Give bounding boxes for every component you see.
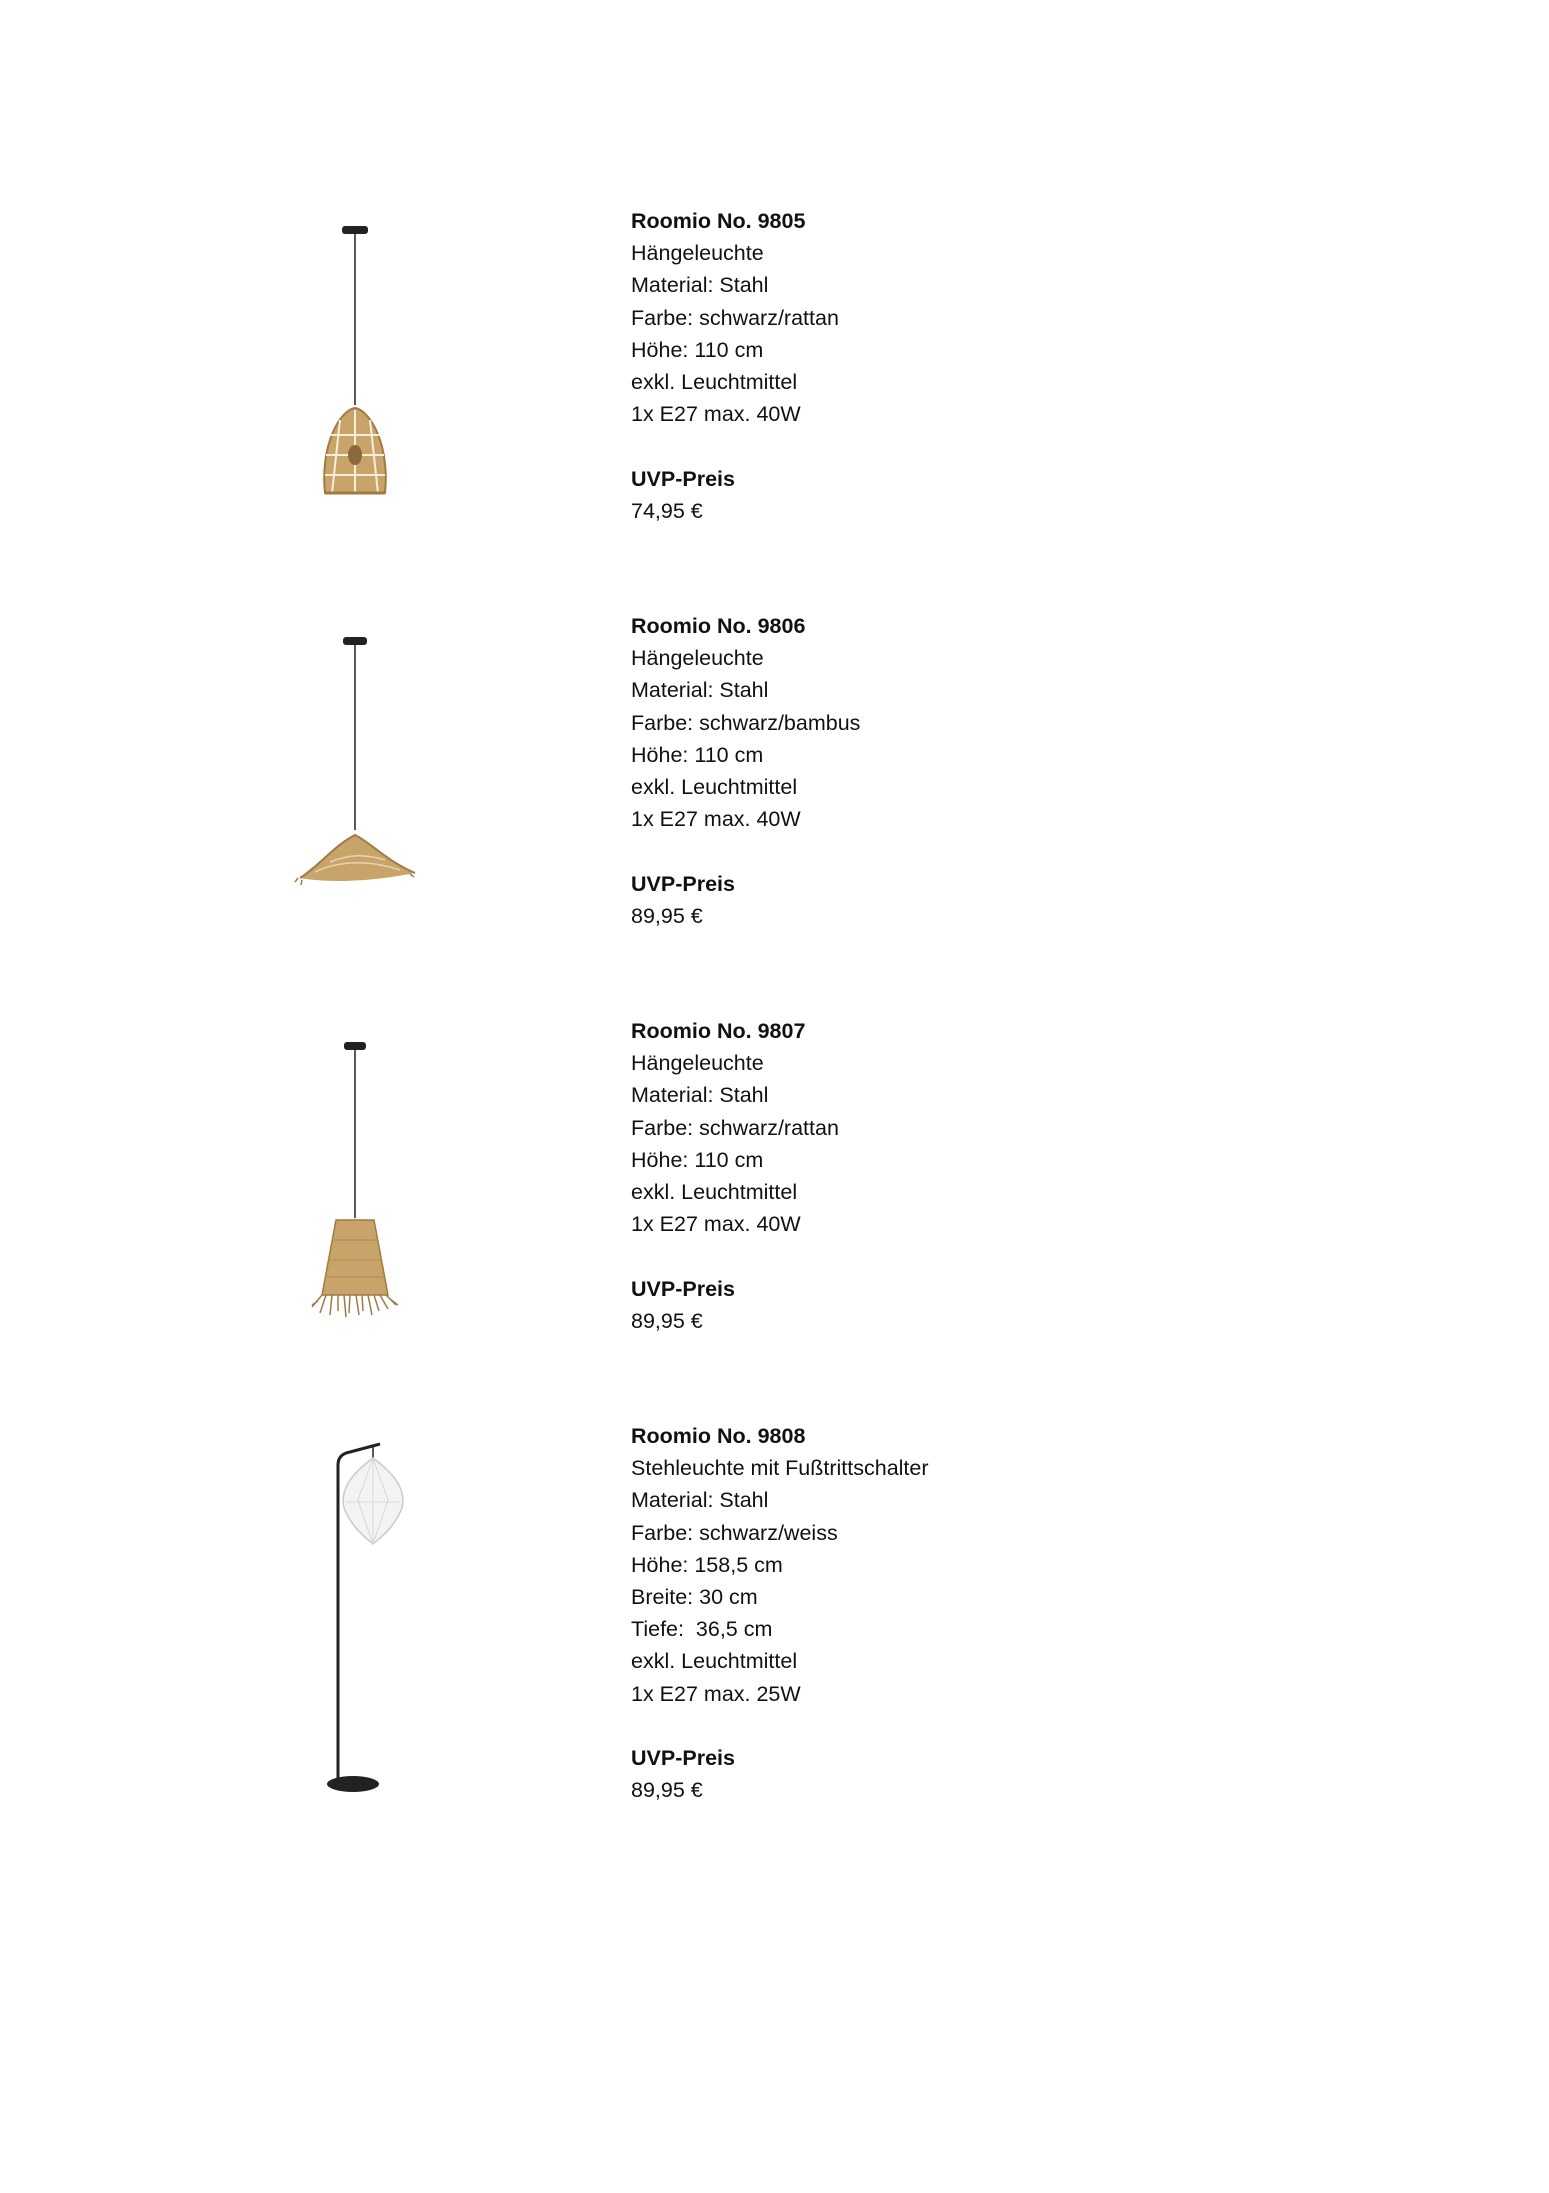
product-height: Höhe: 110 cm <box>631 1147 764 1172</box>
bamboo-hat-pendant-lamp-illustration <box>270 610 440 940</box>
price-value: 89,95 € <box>631 903 703 928</box>
product-material: Material: Stahl <box>631 678 769 703</box>
product-color: Farbe: schwarz/rattan <box>631 305 839 330</box>
product-material: Material: Stahl <box>631 273 769 298</box>
product-bulb-note: exkl. Leuchtmittel <box>631 774 798 799</box>
product-socket: 1x E27 max. 25W <box>631 1681 801 1706</box>
product-material: Material: Stahl <box>631 1083 769 1108</box>
product-image-fringed-rattan-pendant <box>270 1015 440 1345</box>
price-value: 74,95 € <box>631 498 703 523</box>
product-title: Roomio No. 9805 <box>631 209 806 233</box>
product-info <box>631 1015 839 1337</box>
product-bulb-note: exkl. Leuchtmittel <box>631 1179 798 1204</box>
product-height: Höhe: 110 cm <box>631 742 764 767</box>
floor-lamp-base-illustration <box>270 1750 440 1820</box>
product-info <box>631 205 839 527</box>
price-label: UVP-Preis <box>631 1745 735 1770</box>
product-image-rattan-dome-pendant <box>270 205 440 535</box>
product-bulb-note: exkl. Leuchtmittel <box>631 1649 798 1674</box>
product-info <box>631 610 860 932</box>
product-height: Höhe: 158,5 cm <box>631 1552 783 1577</box>
product-socket: 1x E27 max. 40W <box>631 807 801 832</box>
product-socket: 1x E27 max. 40W <box>631 1212 801 1237</box>
price-label: UVP-Preis <box>631 1276 735 1301</box>
price-value: 89,95 € <box>631 1778 703 1803</box>
product-image-bamboo-hat-pendant <box>270 610 440 940</box>
product-type: Stehleuchte mit Fußtrittschalter <box>631 1456 929 1481</box>
product-type: Hängeleuchte <box>631 241 764 266</box>
floor-lamp-white-origami-shade-illustration <box>270 1420 440 1750</box>
product-type: Hängeleuchte <box>631 646 764 671</box>
price-label: UVP-Preis <box>631 466 735 491</box>
product-color: Farbe: schwarz/rattan <box>631 1115 839 1140</box>
product-height: Höhe: 110 cm <box>631 337 764 362</box>
product-material: Material: Stahl <box>631 1488 769 1513</box>
product-info <box>631 1420 929 1806</box>
product-width: Breite: 30 cm <box>631 1584 758 1609</box>
product-title: Roomio No. 9807 <box>631 1019 806 1043</box>
fringed-rattan-pendant-lamp-illustration <box>270 1015 440 1345</box>
product-title: Roomio No. 9808 <box>631 1424 806 1448</box>
product-title: Roomio No. 9806 <box>631 614 806 638</box>
rattan-dome-pendant-lamp-illustration <box>270 205 440 535</box>
price-value: 89,95 € <box>631 1308 703 1333</box>
product-bulb-note: exkl. Leuchtmittel <box>631 369 798 394</box>
price-label: UVP-Preis <box>631 871 735 896</box>
product-image-floor-lamp <box>270 1420 440 1750</box>
product-type: Hängeleuchte <box>631 1051 764 1076</box>
product-color: Farbe: schwarz/weiss <box>631 1520 838 1545</box>
product-depth: Tiefe: 36,5 cm <box>631 1617 773 1642</box>
product-color: Farbe: schwarz/bambus <box>631 710 861 735</box>
product-socket: 1x E27 max. 40W <box>631 402 801 427</box>
